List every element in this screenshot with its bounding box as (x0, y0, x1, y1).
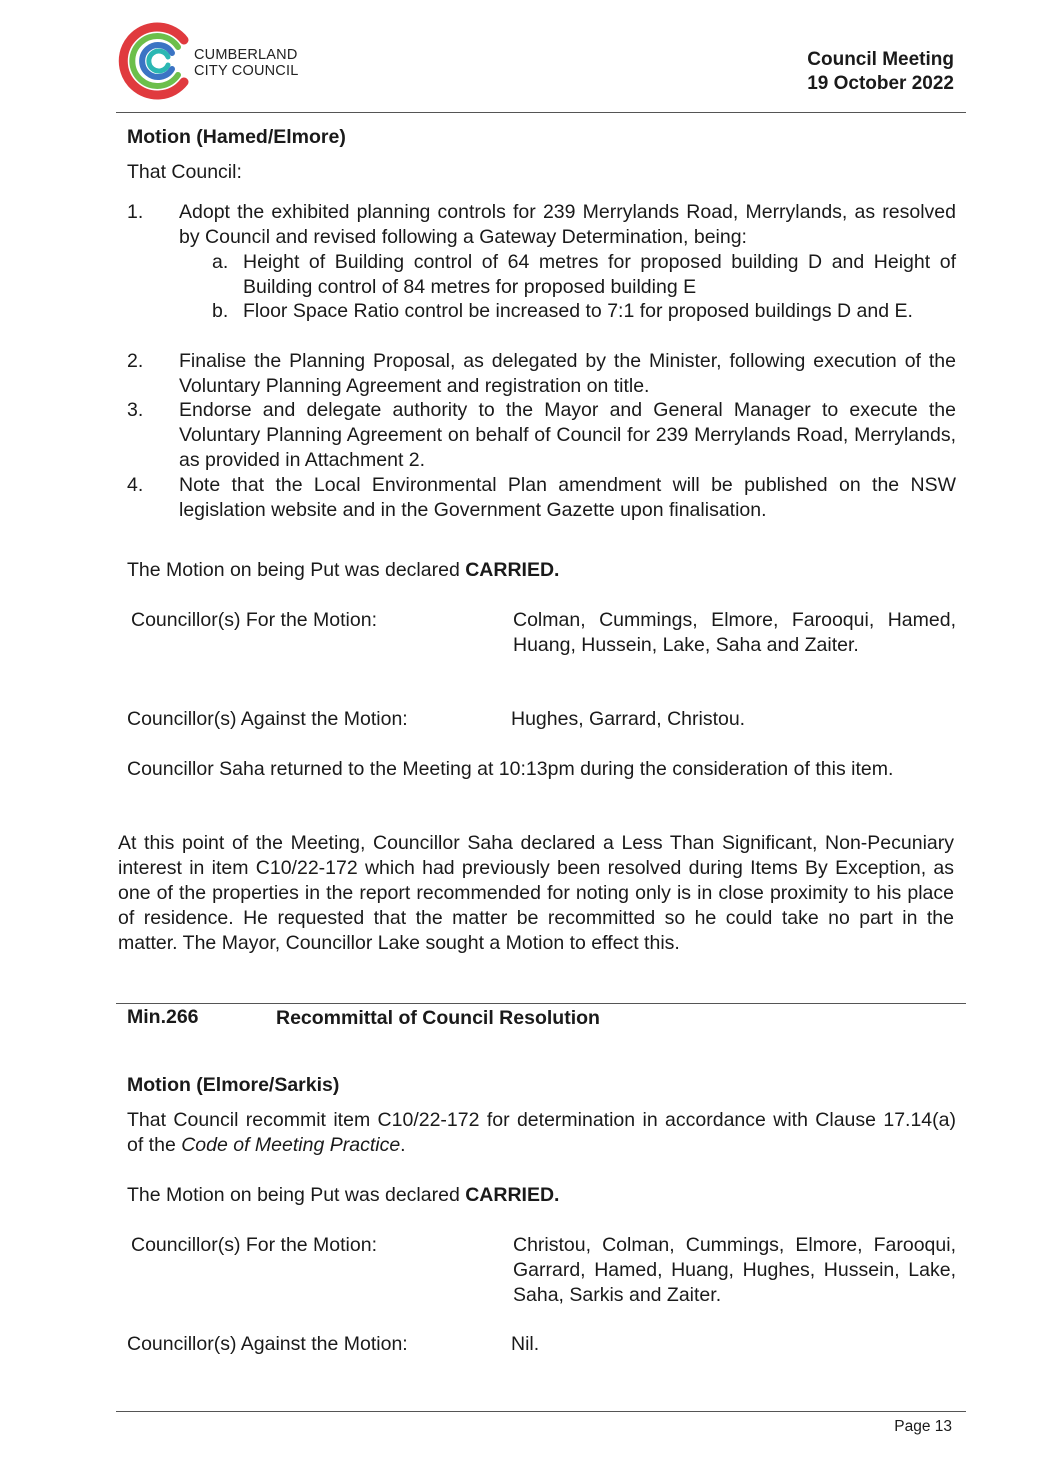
motion1-item-num-3: 3. (127, 399, 144, 421)
motion2-result-word: CARRIED. (465, 1184, 560, 1206)
motion1-heading: Motion (Hamed/Elmore) (127, 126, 346, 148)
motion2-against-names: Nil. (511, 1333, 540, 1355)
motion1-for-names: Colman, Cummings, Elmore, Farooqui, Hamed, Huang, Hussein, Lake, Saha and Zaiter. (513, 609, 956, 656)
motion1-result-prefix: The Motion on being Put was declared (127, 559, 466, 581)
motion2-text (127, 1108, 956, 1158)
motion1-item-text-2: Finalise the Planning Proposal, as delegated by the Minister, following execution of the Voluntary Planning Agreement and registration on title. (179, 350, 956, 397)
motion1-item-num-1: 1. (127, 201, 144, 223)
header-divider (116, 112, 966, 113)
motion1-item-num-4: 4. (127, 474, 144, 496)
council-logo-icon (118, 20, 198, 102)
org-name-line1: CUMBERLAND (194, 47, 298, 63)
motion1-subitem-text-a: Height of Building control of 64 metres for proposed building D and Height of Building control of 84 metres for proposed building E (243, 251, 956, 298)
saha-return-note: Councillor Saha returned to the Meeting at 10:13pm during the consideration of this item. (127, 758, 894, 780)
motion1-result (127, 558, 559, 583)
motion1-item-text-4: Note that the Local Environmental Plan amendment will be published on the NSW legislation website and in the Government Gazette upon finalisation. (179, 474, 956, 521)
motion1-subitem-num-a: a. (212, 251, 229, 273)
motion1-against-label: Councillor(s) Against the Motion: (127, 708, 408, 730)
meeting-info (807, 48, 954, 96)
motion2-for-label: Councillor(s) For the Motion: (131, 1234, 377, 1256)
motion1-item-text-3: Endorse and delegate authority to the Mayor and General Manager to execute the Voluntary Planning Agreement on behalf of Council for 239 Merrylands Road, Merrylands, as provided in Attachment 2. (179, 399, 956, 471)
footer-divider (116, 1411, 966, 1412)
motion1-intro: That Council: (127, 161, 242, 183)
minute-divider (116, 1003, 966, 1004)
meeting-title: Council Meeting (807, 49, 954, 70)
motion1-subitem-num-b: b. (212, 300, 229, 322)
motion2-against-label: Councillor(s) Against the Motion: (127, 1333, 408, 1355)
minute-title: Recommittal of Council Resolution (276, 1007, 600, 1029)
interest-declaration-paragraph: At this point of the Meeting, Councillor Saha declared a Less Than Significant, Non-Pecuniary interest in item C10/22-172 which had previously been resolved during Items By Exception, as one of the properties in the report recommended for noting only is in close proximity to his place of residence. He requested that the matter be recommitted so he could take no part in the matter. The Mayor, Councillor Lake sought a Motion to effect this. (118, 832, 954, 954)
motion2-heading: Motion (Elmore/Sarkis) (127, 1074, 340, 1096)
org-name (194, 47, 298, 79)
meeting-date: 19 October 2022 (807, 73, 954, 94)
motion1-result-word: CARRIED. (465, 559, 560, 581)
page-number: Page 13 (894, 1418, 952, 1435)
motion2-text-italic: Code of Meeting Practice (181, 1134, 401, 1156)
motion2-text-prefix: That Council recommit item C10/22-172 for determination in accordance with Clause 17.14(a) of the (127, 1109, 956, 1156)
motion1-for-label: Councillor(s) For the Motion: (131, 609, 377, 631)
motion1-item-num-2: 2. (127, 350, 144, 372)
motion1-subitem-text-b: Floor Space Ratio control be increased to 7:1 for proposed buildings D and E. (243, 300, 913, 322)
motion2-for-names: Christou, Colman, Cummings, Elmore, Farooqui, Garrard, Hamed, Huang, Hughes, Hussein, Lake, Saha, Sarkis and Zaiter. (513, 1234, 956, 1306)
motion2-text-suffix: . (400, 1134, 406, 1156)
motion1-against-names: Hughes, Garrard, Christou. (511, 708, 746, 730)
minute-number: Min.266 (127, 1006, 199, 1028)
org-name-line2: CITY COUNCIL (194, 63, 299, 79)
motion2-result (127, 1183, 559, 1208)
motion1-item-text-1: Adopt the exhibited planning controls for 239 Merrylands Road, Merrylands, as resolved by Council and revised following a Gateway Determination, being: (179, 201, 956, 248)
council-logo (118, 20, 198, 102)
motion2-result-prefix: The Motion on being Put was declared (127, 1184, 466, 1206)
